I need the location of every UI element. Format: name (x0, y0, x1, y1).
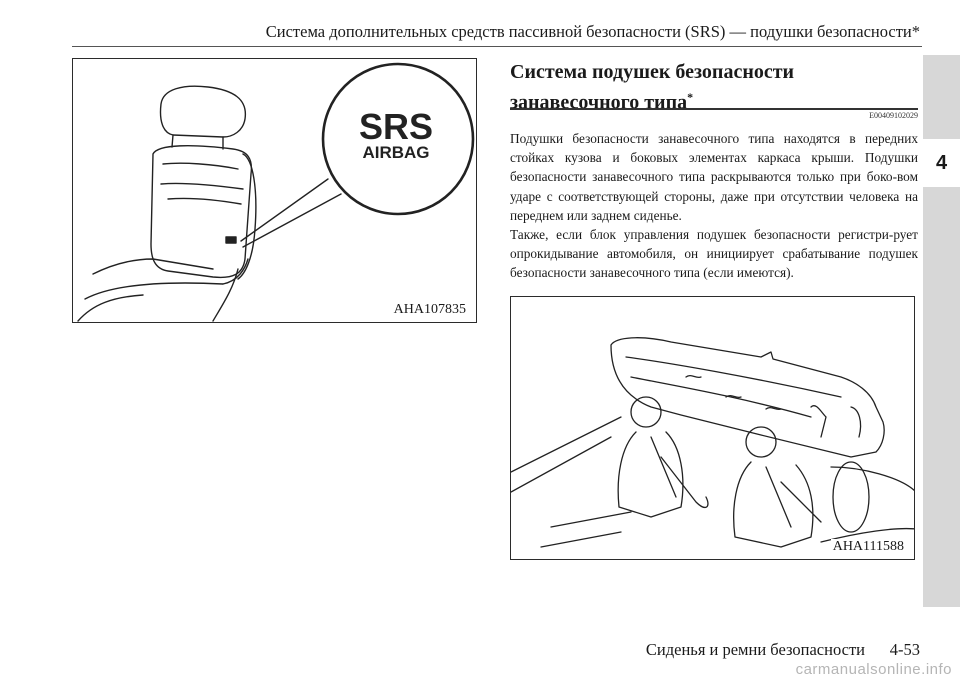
figure-label: AHA111588 (832, 539, 904, 554)
figure-label: AHA107835 (393, 302, 466, 317)
paragraph: Подушки безопасности занавесочного типа находятся в передних стойках кузова и боковых элементах каркаса крыши. Подушки безопасности занавесочного типа раскрываются только при боко-вом ударе с соответствующей стороны, даже при отсутствии человека на переднем или заднем сиденье. (510, 131, 918, 223)
section-code: E00409102029 (869, 111, 918, 120)
section-body (510, 129, 918, 283)
srs-badge-text: SRS (358, 106, 434, 147)
page-footer (560, 640, 920, 660)
title-rule (510, 108, 918, 110)
chapter-tab[interactable]: 4 (923, 139, 960, 187)
curtain-airbag-illustration (511, 297, 915, 560)
page-number: 4-53 (889, 640, 920, 659)
footer-section-name: Сиденья и ремни безопасности (645, 640, 865, 659)
figure-curtain-airbag (510, 296, 915, 560)
seat-illustration (73, 59, 477, 323)
figure-seat-srs-label (72, 58, 477, 323)
paragraph: Также, если блок управления подушек безопасности регистри-рует опрокидывание автомобиля, он инициирует срабатывание подушек безопасности занавесочного типа (если имеются). (510, 227, 918, 281)
header-rule (72, 46, 922, 47)
running-header: Система дополнительных средств пассивной безопасности (SRS) — подушки безопасности* (265, 22, 920, 41)
watermark: carmanualsonline.info (795, 661, 952, 678)
section-title: Система подушек безопасности занавесочного типа* (510, 61, 795, 114)
airbag-badge-text: AIRBAG (362, 143, 430, 162)
title-asterisk: * (687, 90, 694, 104)
chapter-thumb-strip (923, 55, 960, 607)
